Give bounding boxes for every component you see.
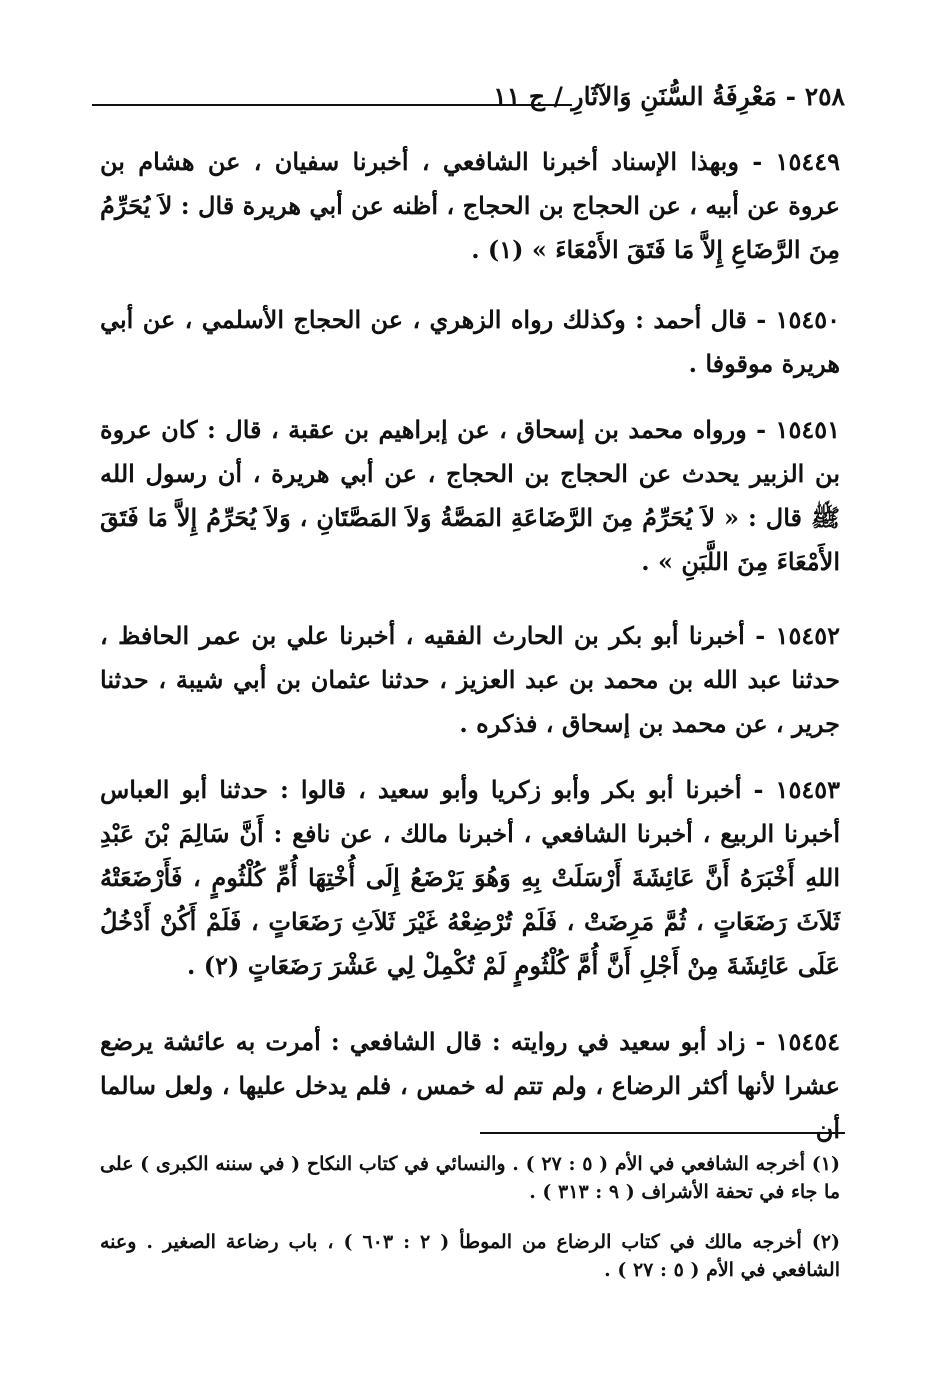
- hadith-15454: ١٥٤٥٤ - زاد أبو سعيد في روايته : قال الشافعي : أمرت به عائشة يرضع عشرا لأنها أكثر الرضاع ، ولم تتم له خمس ، فلم يدخل عليها ، ولعل سالما أن: [100, 1027, 840, 1144]
- hadith-15450: ١٥٤٥٠ - قال أحمد : وكذلك رواه الزهري ، عن الحجاج الأسلمي ، عن أبي هريرة موقوفا .: [100, 305, 840, 378]
- header-rule: [92, 104, 572, 106]
- footnote-1: (١) أخرجه الشافعي في الأم ( ٥ : ٢٧ ) . والنسائي في كتاب النكاح ( في سننه الكبرى ) على ما جاء في تحفة الأشراف ( ٩ : ٣١٣ ) .: [100, 1153, 841, 1203]
- hadith-15452: ١٥٤٥٢ - أخبرنا أبو بكر بن الحارث الفقيه ، أخبرنا علي بن عمر الحافظ ، حدثنا عبد الله بن محمد بن عبد العزيز ، حدثنا عثمان بن أبي شيبة ، حدثنا جرير ، عن محمد بن إسحاق ، فذكره .: [100, 621, 840, 738]
- footnote-rule: [480, 1132, 845, 1134]
- footnote-2: (٢) أخرجه مالك في كتاب الرضاع من الموطأ ( ٢ : ٦٠٣ ) ، باب رضاعة الصغير . وعنه الشافعي في الأم ( ٥ : ٢٧ ) .: [100, 1231, 840, 1281]
- hadith-15451: ١٥٤٥١ - ورواه محمد بن إسحاق ، عن إبراهيم بن عقبة ، قال : كان عروة بن الزبير يحدث عن الحجاج بن الحجاج ، عن أبي هريرة ، أن رسول الله ﷺ قال : « لاَ يُحَرِّمُ مِنَ الرَّضَاعَةِ المَصَّةُ وَلاَ المَصَّتَانِ ، وَلاَ يُحَرِّمُ إِلاَّ مَا فَتَقَ الأَمْعَاءَ مِنَ اللَّبَنِ » .: [100, 415, 840, 576]
- hadith-15449: ١٥٤٤٩ - وبهذا الإسناد أخبرنا الشافعي ، أخبرنا سفيان ، عن هشام بن عروة عن أبيه ، عن الحجاج بن الحجاج ، أظنه عن أبي هريرة قال : لاَ يُحَرِّمُ مِنَ الرَّضَاعِ إِلاَّ مَا فَتَقَ الأَمْعَاءَ » (١) .: [100, 147, 840, 264]
- running-header: ٢٥٨ - مَعْرِفَةُ السُّنَنِ وَالآثَارِ / ج ١١: [493, 82, 845, 111]
- hadith-15453: ١٥٤٥٣ - أخبرنا أبو بكر وأبو زكريا وأبو سعيد ، قالوا : حدثنا أبو العباس أخبرنا الربيع ، أخبرنا الشافعي ، أخبرنا مالك ، عن نافع : أَنَّ سَالِمَ بْنَ عَبْدِ اللهِ أَخْبَرَهُ أَنَّ عَائِشَةَ أَرْسَلَتْ بِهِ وَهُوَ يَرْضَعُ إِلَى أُخْتِهَا أُمِّ كُلْثُومٍ ، فَأَرْضَعَتْهُ ثَلاَثَ رَضَعَاتٍ ، ثُمَّ مَرِضَتْ ، فَلَمْ تُرْضِعْهُ غَيْرَ ثَلاَثِ رَضَعَاتٍ ، فَلَمْ أَكُنْ أَدْخُلُ عَلَى عَائِشَةَ مِنْ أَجْلِ أَنَّ أُمَّ كُلْثُومٍ لَمْ تُكْمِلْ لِي عَشْرَ رَضَعَاتٍ (٢) .: [100, 775, 840, 980]
